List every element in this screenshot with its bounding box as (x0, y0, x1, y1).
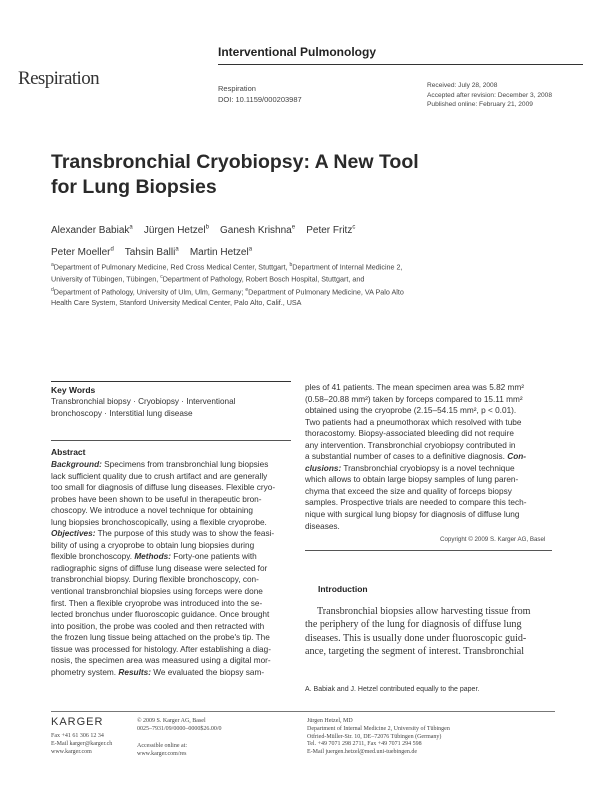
corresponding-address: Jürgen Hetzel, MD Department of Internal Medicine 2, University of Tübingen Otfried-Müller-Str. 10, DE–72076 Tübingen (Germany) Tel. +49 7071 298 2711, Fax +49 7071 294 598 E-Mail juergen.hetzel@med.uni-tuebingen.de (307, 718, 450, 756)
author: Alexander Babiak$^a$ (51, 225, 133, 237)
author: Martin Hetzel$^a$ (189, 246, 253, 258)
keywords-heading: Key Words (51, 385, 96, 395)
author: Tahsin Balli$^a$ (124, 246, 179, 258)
author-email[interactable]: E-Mail juergen.hetzel@med.uni-tuebingen.de (307, 749, 418, 756)
dates (427, 81, 552, 110)
header-rule (218, 64, 583, 65)
journal-logo: Respiration (18, 68, 99, 89)
journal-name: Respiration (218, 84, 256, 93)
abstract-rule (51, 440, 291, 441)
publisher-email[interactable]: E-Mail karger@karger.ch (51, 740, 113, 747)
journal-meta (218, 83, 302, 105)
journal-link[interactable]: www.karger.com/res (137, 750, 187, 757)
footer-access: Accessible online at: www.karger.com/res (137, 743, 187, 757)
section-heading: Interventional Pulmonology (218, 45, 377, 59)
author: Ganesh Krishna$^e$ (220, 225, 296, 237)
introduction-heading: Introduction (318, 584, 368, 594)
footer-rule (51, 711, 555, 712)
publisher-logo: KARGER (51, 716, 104, 728)
title-line-2: for Lung Biopsies (51, 176, 217, 198)
keywords-rule (51, 381, 291, 382)
abstract-column-2: ples of 41 patients. The mean specimen area was 5.82 mm² (0.58–20.88 mm²) taken by forceps compared to 15.11 mm² obtained using the cryoprobe (2.15–54.15 mm², p < 0.01). Two patients had a pneumothorax which resolved with tube thoracostomy. Biopsy-associated bleeding did not require any intervention. Transbronchial cryobiopsy contributed in a substantial number of cases to a definitive diagnosis. Con- clusions: Transbronchial cryobiopsy is a novel technique which allows to obtain large biopsy samples of lung paren- chyma that exceed the size and quality of forceps biopsy samples. Prospective trials are needed to compare this tech- nique with surgical lung biopsy for diagnosis of diffuse lung diseases. (305, 383, 527, 531)
abstract-end-rule (305, 550, 552, 551)
publisher-website[interactable]: www.karger.com (51, 748, 92, 755)
keywords: Transbronchial biopsy · Cryobiopsy · Interventional bronchoscopy · Interstitial lung disease (51, 397, 236, 418)
author: Peter Moeller$^d$ (51, 246, 114, 258)
article-title (51, 150, 571, 200)
footer-copyright: © 2009 S. Karger AG, Basel 0025–7931/09/0000–0000$26.00/0 (137, 718, 222, 732)
received-date: Received: July 28, 2008 (427, 82, 498, 89)
abstract-heading: Abstract (51, 447, 86, 457)
author-list (51, 219, 571, 262)
title-line-1: Transbronchial Cryobiopsy: A New Tool (51, 151, 419, 173)
abstract-copyright: Copyright © 2009 S. Karger AG, Basel (440, 536, 546, 543)
published-date: Published online: February 21, 2009 (427, 101, 533, 108)
accepted-date: Accepted after revision: December 3, 2008 (427, 91, 552, 99)
introduction-text: Transbronchial biopsies allow harvesting tissue from the periphery of the lung for diagnosis of diffuse lung diseases. This is usually done under fluoroscopic guid- ance, targeting the segment of interest. Transbronchial (305, 606, 531, 657)
publisher-contact: Fax +41 61 306 12 34 E-Mail karger@karger.ch www.karger.com (51, 733, 113, 755)
author: Jürgen Hetzel$^b$ (143, 225, 209, 237)
footnote: A. Babiak and J. Hetzel contributed equally to the paper. (305, 686, 480, 693)
abstract-column-1: Background: Specimens from transbronchial lung biopsies lack sufficient quality due to crush artifact and are generally too small for diagnosis of diffuse lung diseases. Flexible cryo- probes have been shown to be useful in therapeutic bron- choscopy. We introduce a novel technique for obtaining lung biopsies bronchoscopically, using a flexible cryoprobe. Objectives: The purpose of this study was to show the feasi- bility of using a cryoprobe to obtain lung biopsies during flexible bronchoscopy. Methods: Forty-one patients with radiographic signs of diffuse lung disease were selected for transbronchial biopsy. During flexible bronchoscopy, con- ventional transbronchial biopsies using forceps were done first. Then a flexible cryoprobe was introduced into the se- lected bronchus under fluoroscopic guidance. Once brought into position, the probe was cooled and then retracted with the frozen lung tissue being attached on the probe's tip. The tissue was processed for histology. After establishing a diag- nosis, the specimen area was measured using a digital mor- phometry system. Results: We evaluated the biopsy sam- (51, 460, 276, 677)
affiliations: $^a$Department of Pulmonary Medicine, Red Cross Medical Center, Stuttgart, $^b$Department of Internal Medicine 2, University of Tübingen, Tübingen, $^c$Department of Pathology, Robert Bosch Hospital, Stuttgart, and $^d$Department of Pathology, University of Ulm, Ulm, Germany; $^e$Department of Pulmonary Medicine, VA Palo Alto Health Care System, Stanford University Medical Center, Palo Alto, Calif., USA (51, 262, 404, 308)
doi[interactable]: DOI: 10.1159/000203987 (218, 95, 302, 104)
author: Peter Fritz$^c$ (306, 225, 356, 237)
